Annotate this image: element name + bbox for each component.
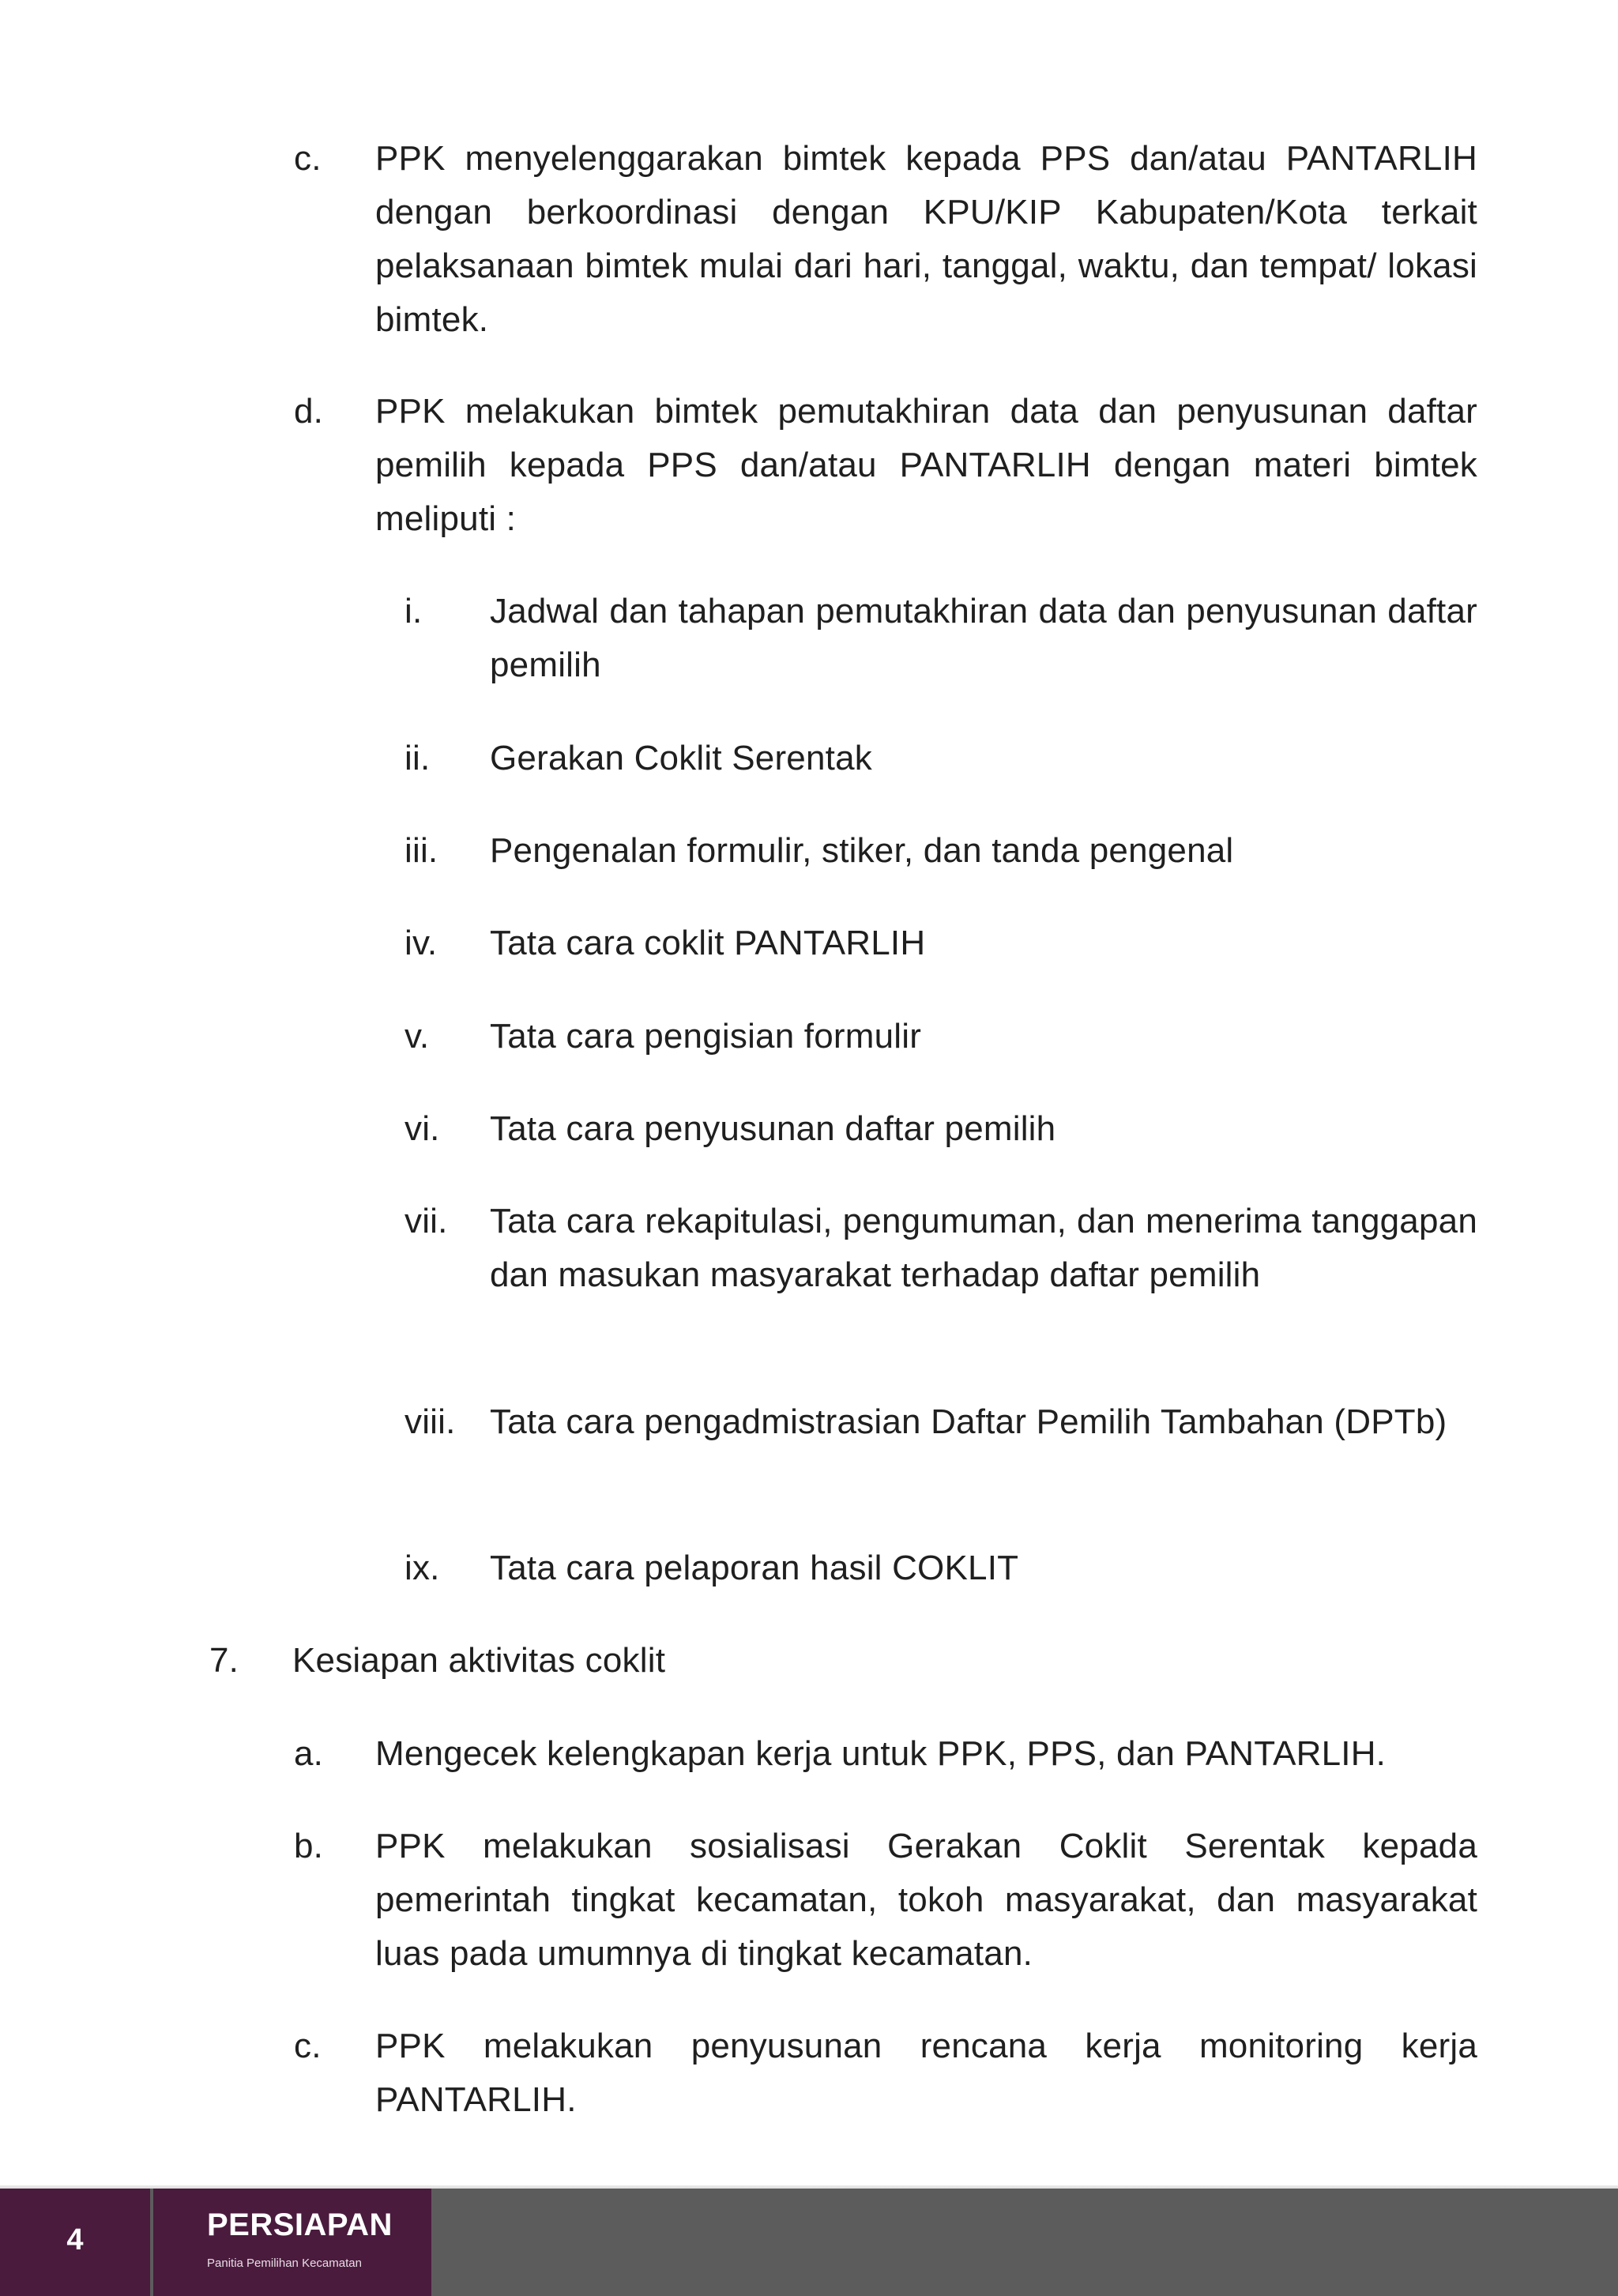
- list-marker: a.: [294, 1734, 324, 1773]
- list-marker: ix.: [404, 1549, 440, 1587]
- list-marker: iv.: [404, 924, 438, 962]
- list-marker: c.: [294, 2027, 322, 2065]
- page-number: 4: [66, 2223, 84, 2256]
- section-subtitle: Panitia Pemilihan Kecamatan: [207, 2256, 362, 2270]
- list-marker: c.: [294, 139, 322, 178]
- list-marker: d.: [294, 392, 324, 431]
- list-item-text: Tata cara pelaporan hasil COKLIT: [490, 1549, 1019, 1587]
- list-item-text: PPK melakukan bimtek pemutakhiran data dan penyusunan daftar pemilih kepada PPS dan/atau PANTARLIH dengan materi bimtek meliputi :: [375, 392, 1477, 538]
- section-label-box: [153, 2189, 431, 2296]
- list-item-text: PPK menyelenggarakan bimtek kepada PPS dan/atau PANTARLIH dengan berkoordinasi dengan KPU/KIP Kabupaten/Kota terkait pelaksanaan bimtek mulai dari hari, tanggal, waktu, dan tempat/ lokasi bimtek.: [375, 139, 1477, 339]
- list-item-text: Jadwal dan tahapan pemutakhiran data dan penyusunan daftar pemilih: [490, 592, 1477, 684]
- list-item-text: Pengenalan formulir, stiker, dan tanda pengenal: [490, 831, 1234, 870]
- list-item-text: Tata cara coklit PANTARLIH: [490, 924, 926, 962]
- list-marker: b.: [294, 1827, 324, 1865]
- list-marker: i.: [404, 592, 423, 630]
- list-item-text: PPK melakukan penyusunan rencana kerja monitoring kerja PANTARLIH.: [375, 2027, 1477, 2119]
- page-footer: [0, 2185, 1618, 2296]
- page-number-box: [0, 2189, 150, 2296]
- list-marker: iii.: [404, 831, 438, 870]
- list-item-text: Tata cara pengisian formulir: [490, 1017, 922, 1056]
- list-marker: vi.: [404, 1109, 440, 1148]
- list-item-text: PPK melakukan sosialisasi Gerakan Coklit Serentak kepada pemerintah tingkat kecamatan, tokoh masyarakat, dan masyarakat luas pada umumnya di tingkat kecamatan.: [375, 1827, 1477, 1973]
- list-marker: 7.: [209, 1641, 239, 1680]
- list-marker: v.: [404, 1017, 430, 1056]
- list-item-text: Tata cara pengadmistrasian Daftar Pemilih Tambahan (DPTb): [490, 1402, 1447, 1441]
- list-marker: vii.: [404, 1202, 448, 1240]
- list-item-text: Kesiapan aktivitas coklit: [292, 1641, 666, 1680]
- list-marker: ii.: [404, 739, 431, 777]
- list-marker: viii.: [404, 1402, 456, 1441]
- list-item-text: Tata cara penyusunan daftar pemilih: [490, 1109, 1056, 1148]
- list-item-text: Gerakan Coklit Serentak: [490, 739, 872, 777]
- section-title: PERSIAPAN: [207, 2208, 393, 2242]
- list-item-text: Mengecek kelengkapan kerja untuk PPK, PPS, dan PANTARLIH.: [375, 1734, 1387, 1773]
- list-item-text: Tata cara rekapitulasi, pengumuman, dan menerima tanggapan dan masukan masyarakat terhadap daftar pemilih: [490, 1202, 1477, 1294]
